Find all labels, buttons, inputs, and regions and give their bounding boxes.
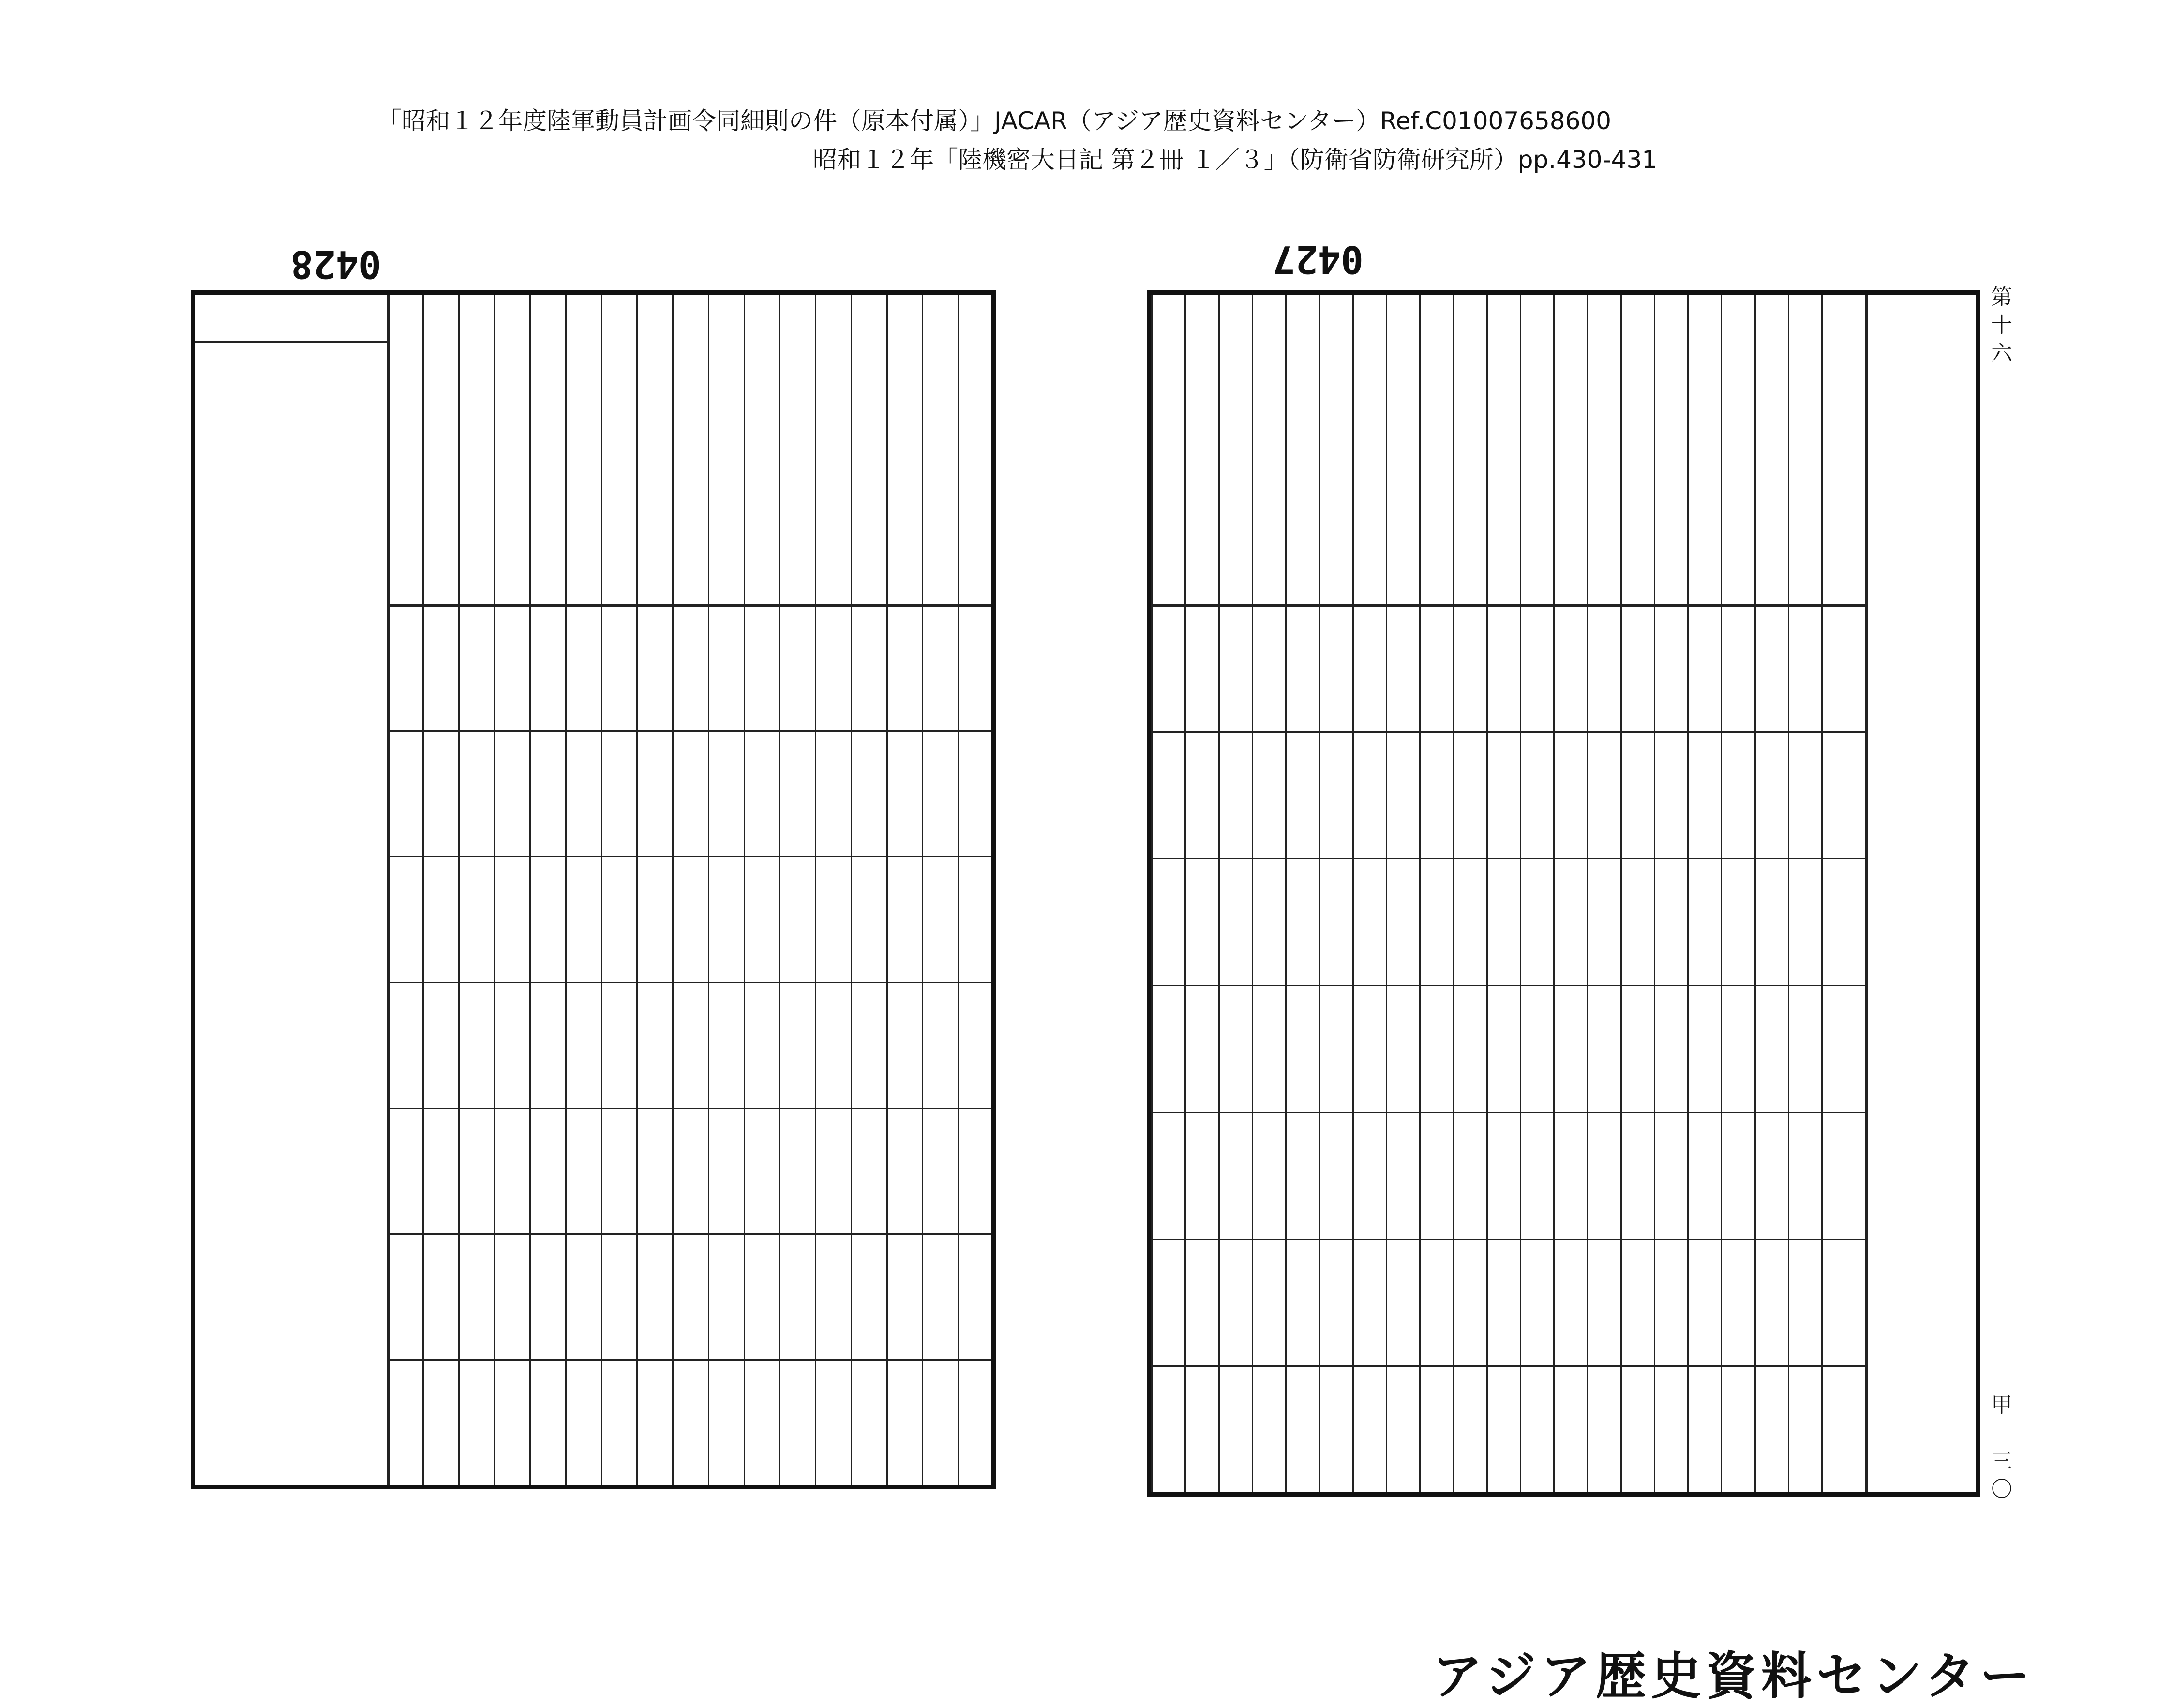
v-rule	[1754, 295, 1756, 1492]
v-rule	[1218, 295, 1220, 1492]
v-rule	[1486, 295, 1488, 1492]
v-rule	[1386, 295, 1387, 1492]
right-section-label-bottom: 甲 三〇	[1987, 1393, 2012, 1506]
v-rule	[1352, 295, 1354, 1492]
v-rule	[744, 295, 745, 1485]
v-rule	[1620, 295, 1622, 1492]
v-rule	[494, 295, 495, 1485]
v-rule	[1553, 295, 1555, 1492]
v-rule	[851, 295, 852, 1485]
v-rule	[601, 295, 602, 1485]
h-rule	[387, 856, 991, 857]
v-rule	[1252, 295, 1253, 1492]
v-rule	[1319, 295, 1320, 1492]
h-rule	[387, 1233, 991, 1235]
v-rule	[1721, 295, 1722, 1492]
v-rule	[779, 295, 780, 1485]
v-rule	[708, 295, 709, 1485]
h-rule	[1151, 1112, 1865, 1113]
v-rule	[1285, 295, 1287, 1492]
h-rule	[387, 982, 991, 983]
left-weapons-table	[191, 290, 996, 1489]
v-rule	[1419, 295, 1421, 1492]
v-rule	[387, 295, 388, 1485]
v-rule	[529, 295, 531, 1485]
v-rule	[1654, 295, 1655, 1492]
v-rule	[565, 295, 567, 1485]
v-rule	[1453, 295, 1454, 1492]
h-rule	[1151, 858, 1865, 859]
h-rule	[387, 1359, 991, 1361]
v-rule	[1520, 295, 1521, 1492]
v-rule	[1821, 295, 1823, 1492]
v-rule	[1788, 295, 1789, 1492]
v-rule	[1151, 295, 1153, 1492]
v-rule	[672, 295, 674, 1485]
right-section-label-top: 第十六	[1987, 285, 2012, 370]
v-rule	[815, 295, 816, 1485]
footer-logo-text: アジア歴史資料センター	[1432, 1647, 2035, 1706]
right-page-number: 0427	[1273, 237, 1364, 281]
h-rule	[1151, 1239, 1865, 1240]
v-rule	[1687, 295, 1689, 1492]
document-reference-line: 「昭和１２年度陸軍動員計画令同細則の件（原本付属）」JACAR（アジア歴史資料センター）Ref.C01007658600	[377, 107, 1612, 135]
v-rule	[458, 295, 460, 1485]
h-rule	[1151, 731, 1865, 733]
v-rule	[1865, 295, 1868, 1492]
left-page-number: 0428	[290, 242, 381, 285]
h-rule	[387, 730, 991, 732]
h-rule	[1151, 985, 1865, 986]
right-weapons-table	[1147, 290, 1980, 1497]
v-rule	[636, 295, 638, 1485]
v-rule	[1587, 295, 1588, 1492]
document-source-line: 昭和１２年「陸機密大日記 第２冊 １／３」（防衛省防衛研究所）pp.430-431	[813, 146, 1658, 174]
h-rule	[195, 341, 387, 343]
v-rule	[1184, 295, 1186, 1492]
v-rule	[958, 295, 959, 1485]
h-rule	[1151, 604, 1865, 607]
h-rule	[387, 604, 991, 607]
h-rule	[387, 1108, 991, 1109]
h-rule	[1151, 1365, 1865, 1367]
v-rule	[886, 295, 888, 1485]
v-rule	[922, 295, 923, 1485]
v-rule	[422, 295, 424, 1485]
